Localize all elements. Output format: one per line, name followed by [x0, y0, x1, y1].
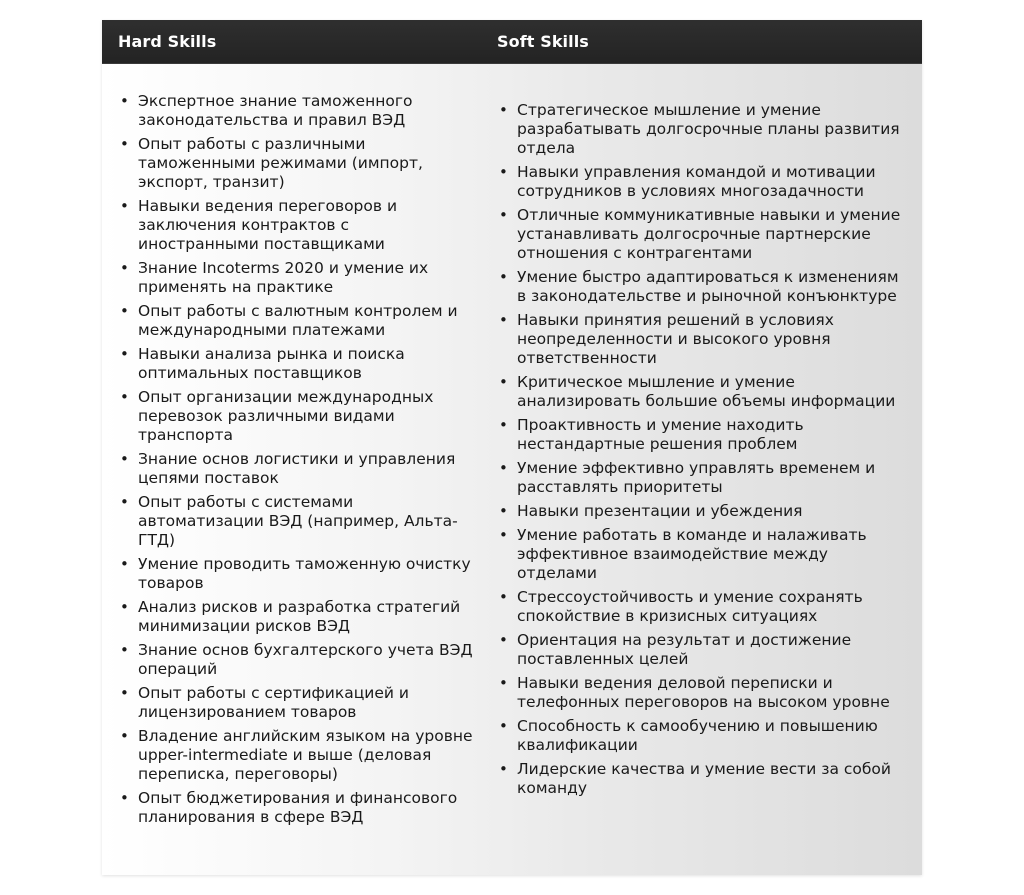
bullet-icon: •: [499, 268, 508, 286]
skill-text: Навыки управления командой и мотивации сотрудников в условиях многозадачности: [517, 163, 876, 200]
bullet-icon: •: [120, 388, 129, 406]
list-item: [497, 459, 902, 497]
bullet-icon: •: [499, 101, 508, 119]
skill-text: Умение проводить таможенную очистку товаров: [138, 555, 471, 592]
list-item: [118, 345, 473, 383]
bullet-icon: •: [499, 631, 508, 649]
list-item: [118, 789, 473, 827]
list-item: [497, 631, 902, 669]
skill-text: Знание Incoterms 2020 и умение их применять на практике: [138, 259, 429, 296]
skill-text: Опыт работы с системами автоматизации ВЭД (например, Альта-ГТД): [138, 493, 458, 549]
bullet-icon: •: [120, 135, 129, 153]
hard-skills-list: [118, 92, 473, 832]
bullet-icon: •: [120, 302, 129, 320]
skill-text: Знание основ логистики и управления цепями поставок: [138, 450, 456, 487]
bullet-icon: •: [499, 502, 508, 520]
skill-text: Лидерские качества и умение вести за собой команду: [517, 760, 891, 797]
bullet-icon: •: [120, 345, 129, 363]
list-item: [497, 101, 902, 158]
list-item: [118, 641, 473, 679]
list-item: [118, 388, 473, 445]
bullet-icon: •: [120, 684, 129, 702]
skill-text: Навыки презентации и убеждения: [517, 502, 803, 520]
skill-text: Опыт работы с валютным контролем и международными платежами: [138, 302, 458, 339]
list-item: [118, 135, 473, 192]
bullet-icon: •: [499, 373, 508, 391]
skill-text: Опыт работы с различными таможенными режимами (импорт, экспорт, транзит): [138, 135, 423, 191]
list-item: [118, 302, 473, 340]
bullet-icon: •: [499, 760, 508, 778]
skill-text: Стрессоустойчивость и умение сохранять спокойствие в кризисных ситуациях: [517, 588, 863, 625]
bullet-icon: •: [499, 311, 508, 329]
bullet-icon: •: [499, 588, 508, 606]
list-item: [118, 197, 473, 254]
skill-text: Умение работать в команде и налаживать эффективное взаимодействие между отделами: [517, 526, 867, 582]
bullet-icon: •: [499, 416, 508, 434]
skill-text: Способность к самообучению и повышению квалификации: [517, 717, 878, 754]
list-item: [497, 526, 902, 583]
bullet-icon: •: [120, 555, 129, 573]
skill-text: Знание основ бухгалтерского учета ВЭД операций: [138, 641, 473, 678]
table-header: [102, 20, 922, 64]
skill-text: Опыт организации международных перевозок различными видами транспорта: [138, 388, 434, 444]
bullet-icon: •: [120, 450, 129, 468]
bullet-icon: •: [499, 206, 508, 224]
skill-text: Владение английским языком на уровне upper-intermediate и выше (деловая переписка, переговоры): [138, 727, 473, 783]
soft-skills-list: [497, 101, 902, 803]
list-item: [118, 92, 473, 130]
bullet-icon: •: [120, 259, 129, 277]
bullet-icon: •: [499, 674, 508, 692]
skill-text: Навыки ведения переговоров и заключения контрактов с иностранными поставщиками: [138, 197, 398, 253]
list-item: [118, 493, 473, 550]
skill-text: Умение эффективно управлять временем и расставлять приоритеты: [517, 459, 876, 496]
list-item: [497, 373, 902, 411]
skill-text: Опыт бюджетирования и финансового планирования в сфере ВЭД: [138, 789, 458, 826]
bullet-icon: •: [120, 598, 129, 616]
bullet-icon: •: [499, 459, 508, 477]
skill-text: Экспертное знание таможенного законодательства и правил ВЭД: [138, 92, 413, 129]
list-item: [497, 588, 902, 626]
skill-text: Умение быстро адаптироваться к изменениям в законодательстве и рыночной конъюнктуре: [517, 268, 899, 305]
skill-text: Навыки ведения деловой переписки и телефонных переговоров на высоком уровне: [517, 674, 890, 711]
skill-text: Ориентация на результат и достижение поставленных целей: [517, 631, 852, 668]
bullet-icon: •: [120, 727, 129, 745]
list-item: [497, 268, 902, 306]
list-item: [497, 674, 902, 712]
bullet-icon: •: [499, 526, 508, 544]
list-item: [118, 684, 473, 722]
skill-text: Навыки принятия решений в условиях неопределенности и высокого уровня ответственности: [517, 311, 834, 367]
list-item: [497, 502, 902, 521]
skill-text: Анализ рисков и разработка стратегий минимизации рисков ВЭД: [138, 598, 461, 635]
bullet-icon: •: [120, 641, 129, 659]
list-item: [497, 416, 902, 454]
list-item: [497, 717, 902, 755]
bullet-icon: •: [120, 789, 129, 807]
skill-text: Стратегическое мышление и умение разрабатывать долгосрочные планы развития отдела: [517, 101, 900, 157]
skills-table: [102, 20, 922, 875]
skill-text: Навыки анализа рынка и поиска оптимальных поставщиков: [138, 345, 405, 382]
bullet-icon: •: [120, 92, 129, 110]
list-item: [497, 163, 902, 201]
list-item: [497, 760, 902, 798]
soft-skills-heading: Soft Skills: [497, 32, 589, 51]
list-item: [497, 311, 902, 368]
list-item: [118, 259, 473, 297]
hard-skills-heading: Hard Skills: [118, 32, 217, 51]
list-item: [497, 206, 902, 263]
list-item: [118, 450, 473, 488]
skill-text: Критическое мышление и умение анализировать большие объемы информации: [517, 373, 896, 410]
skill-text: Опыт работы с сертификацией и лицензированием товаров: [138, 684, 409, 721]
list-item: [118, 555, 473, 593]
list-item: [118, 727, 473, 784]
bullet-icon: •: [120, 197, 129, 215]
bullet-icon: •: [120, 493, 129, 511]
list-item: [118, 598, 473, 636]
skill-text: Отличные коммуникативные навыки и умение устанавливать долгосрочные партнерские отношения с контрагентами: [517, 206, 901, 262]
bullet-icon: •: [499, 717, 508, 735]
bullet-icon: •: [499, 163, 508, 181]
skill-text: Проактивность и умение находить нестандартные решения проблем: [517, 416, 804, 453]
